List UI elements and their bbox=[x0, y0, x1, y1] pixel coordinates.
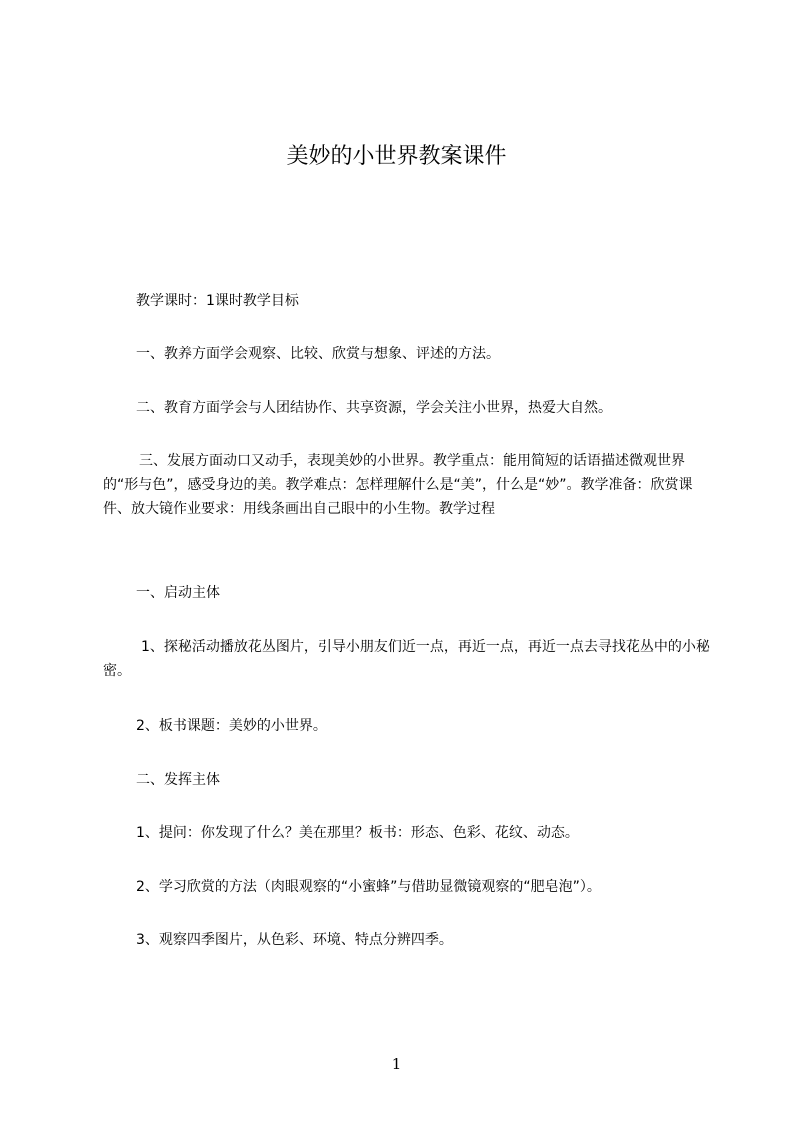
page-number: 1 bbox=[391, 1055, 402, 1073]
paragraph-question: 1、提问：你发现了什么？美在那里？板书：形态、色彩、花纹、动态。 bbox=[136, 825, 579, 841]
section-heading-develop: 二、发挥主体 bbox=[136, 772, 220, 788]
paragraph-four-seasons: 3、观察四季图片，从色彩、环境、特点分辨四季。 bbox=[136, 932, 453, 948]
paragraph-goal-cultivation: 一、教养方面学会观察、比较、欣赏与想象、评述的方法。 bbox=[136, 346, 500, 362]
paragraph-explore-activity: 1、探秘活动播放花丛图片，引导小朋友们近一点，再近一点，再近一点去寻找花丛中的小秘密。 bbox=[103, 639, 710, 679]
paragraph-goal-education: 二、教育方面学会与人团结协作、共享资源，学会关注小世界，热爱大自然。 bbox=[136, 400, 612, 416]
paragraph-appreciation-method: 2、学习欣赏的方法（肉眼观察的“小蜜蜂”与借助显微镜观察的“肥皂泡”）。 bbox=[136, 879, 601, 895]
section-heading-start: 一、启动主体 bbox=[136, 585, 220, 601]
paragraph-class-hours: 教学课时：1课时教学目标 bbox=[136, 293, 299, 309]
paragraph-board-title: 2、板书课题：美妙的小世界。 bbox=[136, 718, 327, 734]
paragraph-goal-development: 三、发展方面动口又动手，表现美妙的小世界。教学重点：能用简短的话语描述微观世界的“形与色”，感受身边的美。教学难点：怎样理解什么是“美”，什么是“妙”。教学准备：欣赏课件、放大镜作业要求：用线条画出自己眼中的小生物。教学过程 bbox=[103, 453, 693, 517]
page-title: 美妙的小世界教案课件 bbox=[286, 144, 507, 169]
